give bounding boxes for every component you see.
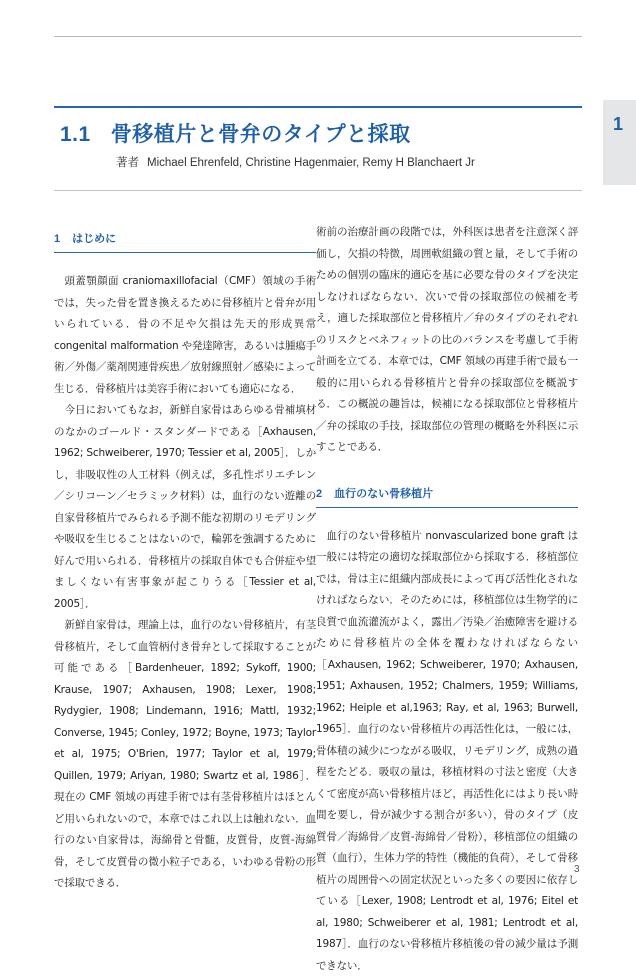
section-heading-nonvascularized (316, 485, 578, 508)
paragraph-continued: 術前の治療計画の段階では，外科医は患者を注意深く評価し，欠損の特徴，周囲軟組織の質と量，そして手術のための個別の臨床的適応を基に必要な骨のタイプを決定しなければならない．次いで骨の採取部位の候補を考え，適した採取部位と骨移植片／弁のタイプのそれぞれのリスクとベネフィットの比のバランスを考慮して手術計画を立てる．本章では，CMF 領域の再建手術で最も一般的に用いられる骨移植片と骨弁の採取部位を概説する．この概説の趣旨は，候補になる採取部位と骨移植片／弁の採取の手技，採取部位の管理の概略を外科医に示すことである． (316, 222, 578, 459)
paragraph: 今日においてもなお，新鮮自家骨はあらゆる骨補填材のなかのゴールド・スタンダードである［Axhausen, 1962; Schweiberer, 1970; Tessier et al, 2005］．しかし，非吸収性の人工材料（例えば，多孔性ポリエチレン／シリコーン／セラミック材料）は，血行のない遊離の自家骨移植片でみられる予測不能な初期のリモデリングや吸収を生じることはないので，輪郭を強調するために好んで用いられる．骨移植片の採取自体でも合併症や望ましくない有害事象が起こりうる［Tessier et al, 2005］． (54, 400, 316, 615)
section-heading-text: 血行のない骨移植片 (334, 487, 433, 500)
chapter-side-tab (603, 100, 636, 185)
title-rule (54, 106, 582, 108)
chapter-title-text: 骨移植片と骨弁のタイプと採取 (111, 122, 411, 146)
section-heading-number: 2 (316, 488, 322, 500)
right-column (316, 222, 578, 977)
section-heading-text: はじめに (72, 232, 116, 245)
section-heading-intro (54, 230, 316, 253)
authors-label: 著者 (116, 155, 139, 169)
left-column (54, 230, 316, 895)
author-names: Michael Ehrenfeld, Christine Hagenmaier, Remy H Blanchaert Jr (147, 157, 475, 169)
header-rule (54, 36, 582, 37)
paragraph: 血行のない骨移植片 nonvascularized bone graft は一般には特定の適切な採取部位から採取する．移植部位では，骨は主に組織内部成長によって再び活性化されなければならない．そのためには，移植部位は生物学的に良質で血流灌流がよく，露出／汚染／治癒障害を避けるために骨移植片の全体を覆わなければならない［Axhausen, 1962; Schweiberer, 1970; Axhausen, 1951; Axhausen, 1952; Chalmers, 1959; Williams, 1962; Heiple et al,1963; Ray, et al, 1963; Burwell, 1965］．血行のない骨移植片の再活性化は，一般には，骨体積の減少につながる吸収，リモデリング，成熟の過程をたどる．吸収の量は，移植材料の寸法と密度（大きくて密度が高い骨移植片ほど，再活性化にはより長い時間を要し，骨が減少する割合が多い），骨のタイプ（皮質骨／海綿骨／皮質-海綿骨／骨粉），移植部位の組織の質（血行），生体力学的特性（機能的負荷），そして骨移植片の周囲骨への固定状況といった多くの要因に依存している［Lexer, 1908; Lentrodt et al, 1976; Eitel et al, 1980; Schweiberer et al, 1981; Lentrodt et al, 1987］．血行のない骨移植片移植後の骨の減少量は予測できない． (316, 526, 578, 977)
author-line (116, 154, 475, 170)
section-divider (54, 190, 582, 191)
page-number: 3 (574, 864, 580, 875)
chapter-title (60, 118, 411, 148)
section-number: 1.1 (60, 123, 91, 146)
section-heading-number: 1 (54, 233, 60, 245)
paragraph: 新鮮自家骨は，理論上は，血行のない骨移植片，有茎骨移植片，そして血管柄付き骨弁として採取することが可能である［Bardenheuer, 1892; Sykoff, 1900; Krause, 1907; Axhausen, 1908; Lexer, 1908; Rydygier, 1908; Lindemann, 1916; Mattl, 1932; Converse, 1945; Conley, 1972; Boyne, 1973; Taylor et al, 1975; O'Brien, 1977; Taylor et al, 1979; Quillen, 1979; Ariyan, 1980; Swartz et al, 1986］．現在の CMF 領域の再建手術では有茎骨移植片はほとんど用いられないので，本章ではこれ以上は触れない．血行のない自家骨は，海綿骨と骨髄，皮質骨，皮質-海綿骨，そして皮質骨の微小粒子である，いわゆる骨粉の形で採取できる． (54, 615, 316, 895)
continued-text-region (316, 222, 578, 485)
chapter-tab-number: 1 (613, 114, 623, 135)
paragraph: 頭蓋顎顔面 craniomaxillofacial（CMF）領域の手術では，失った骨を置き換えるために骨移植片と骨弁が用いられている．骨の不足や欠損は先天的形成異常 congenital malformation や発達障害，あるいは腫瘍手術／外傷／薬剤関連骨疾患／放射線照射／感染によって生じる．骨移植片は美容手術においても適応になる． (54, 271, 316, 400)
